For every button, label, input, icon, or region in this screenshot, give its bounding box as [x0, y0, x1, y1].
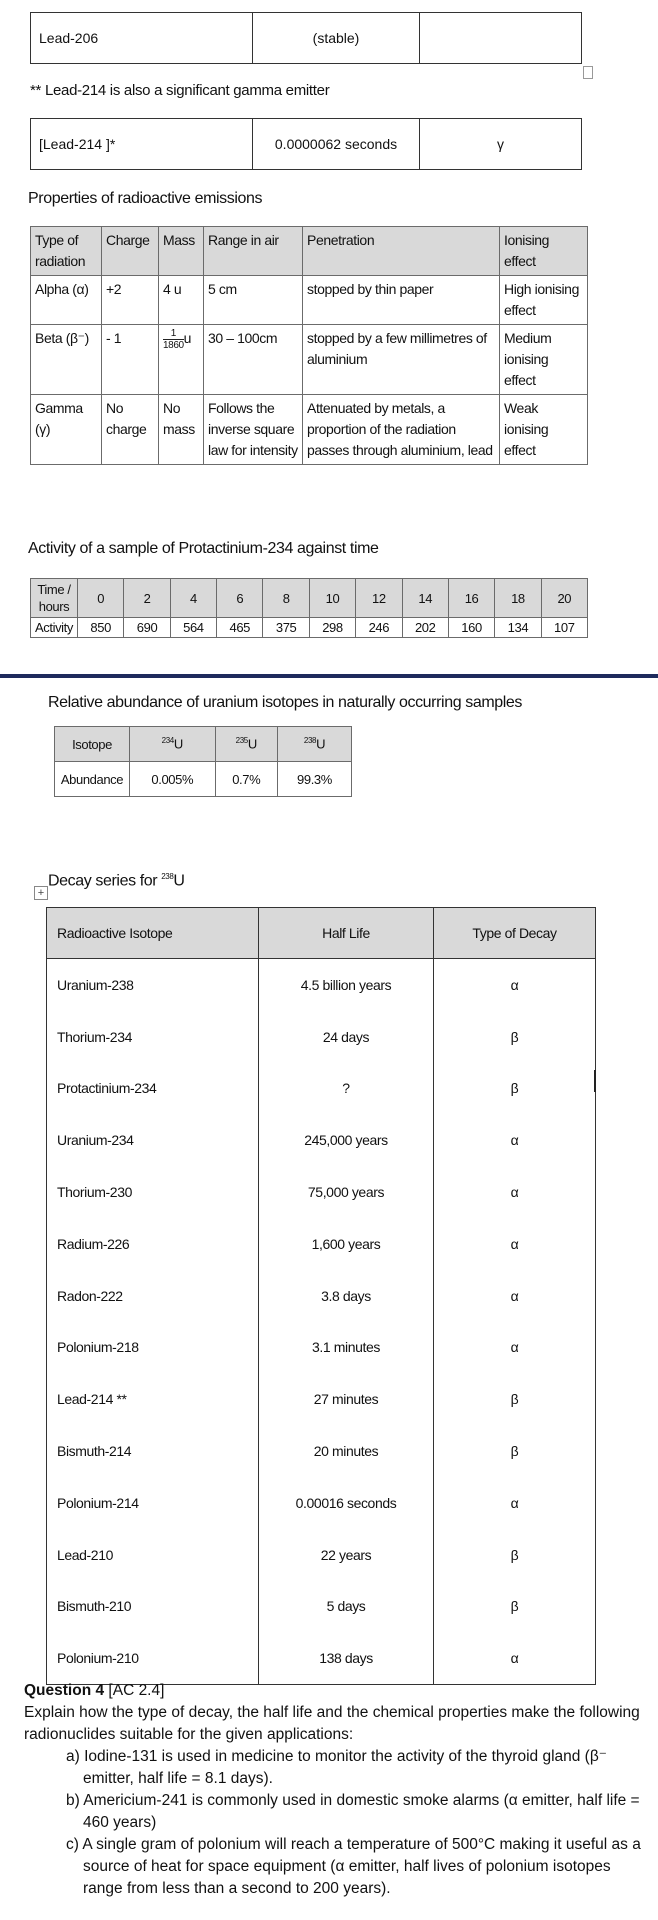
activity-cell: 564: [170, 618, 216, 638]
decay-type-cell: β: [434, 1011, 596, 1063]
header-charge: Charge: [102, 227, 159, 276]
text-cursor: [594, 1070, 596, 1092]
isotope-cell: Thorium-234: [47, 1011, 259, 1063]
header-ionising: Ionising effect: [500, 227, 588, 276]
decay-type-cell: β: [434, 1373, 596, 1425]
beta-range: 30 – 100cm: [204, 325, 303, 395]
half-life-cell: 20 minutes: [259, 1425, 434, 1477]
alpha-type: Alpha (α): [31, 276, 102, 325]
beta-charge: - 1: [102, 325, 159, 395]
header-isotope: Radioactive Isotope: [47, 908, 259, 959]
table-row: [47, 1373, 596, 1425]
activity-cell: 690: [124, 618, 170, 638]
isotope-label: Isotope: [55, 727, 130, 762]
decay-type-cell: α: [434, 1166, 596, 1218]
decay-series-title: Decay series for $^{238}$U: [48, 872, 185, 890]
lead-206-table: [30, 12, 582, 64]
abundance-label: Abundance: [55, 762, 130, 797]
table-row: [47, 1166, 596, 1218]
gamma-penetration: Attenuated by metals, a proportion of the radiation passes through aluminium, lead: [303, 395, 500, 465]
time-cell: 20: [541, 579, 587, 618]
beta-mass-unit: u: [183, 330, 192, 347]
decay-type-cell: β: [434, 1425, 596, 1477]
decay-type-cell: β: [434, 1063, 596, 1115]
decay-type-cell: α: [434, 959, 596, 1011]
decay-header-row: [47, 908, 596, 959]
half-life-cell: 0.00016 seconds: [259, 1477, 434, 1529]
activity-cell: 107: [541, 618, 587, 638]
gamma-range: Follows the inverse square law for intensity: [204, 395, 303, 465]
table-row: [47, 1270, 596, 1322]
question-part-b: b) Americium-241 is commonly used in domestic smoke alarms (α emitter, half life = 460 years): [66, 1792, 640, 1831]
properties-table: [30, 226, 588, 465]
beta-mass-denominator: 1860: [163, 340, 184, 351]
time-cell: 14: [402, 579, 448, 618]
activity-cell: 298: [309, 618, 355, 638]
time-row: [31, 579, 588, 618]
question-parts: [24, 1746, 644, 1900]
table-row: [47, 959, 596, 1011]
activity-cell: 202: [402, 618, 448, 638]
half-life-cell: 75,000 years: [259, 1166, 434, 1218]
alpha-mass: 4 u: [159, 276, 204, 325]
half-life-cell: 24 days: [259, 1011, 434, 1063]
table-resize-handle[interactable]: [583, 66, 593, 79]
lead-214-name: [Lead-214 ]*: [31, 119, 253, 170]
gamma-ionising: Weak ionising effect: [500, 395, 588, 465]
header-half-life: Half Life: [259, 908, 434, 959]
table-row: [47, 1581, 596, 1633]
decay-type-cell: β: [434, 1529, 596, 1581]
table-row: [47, 1218, 596, 1270]
alpha-ionising: High ionising effect: [500, 276, 588, 325]
header-mass: Mass: [159, 227, 204, 276]
time-cell: 8: [263, 579, 309, 618]
activity-cell: 465: [217, 618, 263, 638]
decay-type-cell: α: [434, 1477, 596, 1529]
gamma-row: [31, 395, 588, 465]
properties-header-row: [31, 227, 588, 276]
time-cell: 18: [495, 579, 541, 618]
beta-type: Beta (β⁻): [31, 325, 102, 395]
isotope-cell: Radium-226: [47, 1218, 259, 1270]
isotope-cell: Radon-222: [47, 1270, 259, 1322]
beta-mass: [159, 325, 204, 395]
activity-cell: 134: [495, 618, 541, 638]
decay-type-cell: β: [434, 1581, 596, 1633]
lead-214-table: [30, 118, 582, 170]
alpha-charge: +2: [102, 276, 159, 325]
abundance-u235: 0.7%: [215, 762, 277, 797]
question-part-c: c) A single gram of polonium will reach a temperature of 500°C making it useful as a source of heat for space equipment (α emitter, half lives of polonium isotopes range from less than a second to 200 years).: [66, 1836, 641, 1897]
time-cell: 6: [217, 579, 263, 618]
half-life-cell: 245,000 years: [259, 1114, 434, 1166]
decay-series-table: [46, 907, 596, 1685]
decay-type-cell: α: [434, 1322, 596, 1374]
half-life-cell: 1,600 years: [259, 1218, 434, 1270]
half-life-cell: 3.1 minutes: [259, 1322, 434, 1374]
activity-cell: 850: [78, 618, 124, 638]
isotope-cell: Bismuth-214: [47, 1425, 259, 1477]
table-move-handle[interactable]: +: [34, 886, 48, 900]
isotope-cell: Protactinium-234: [47, 1063, 259, 1115]
decay-type-cell: α: [434, 1270, 596, 1322]
question-heading: [24, 1680, 644, 1702]
abundance-u234: 0.005%: [130, 762, 216, 797]
activity-cell: 246: [356, 618, 402, 638]
time-cell: 12: [356, 579, 402, 618]
table-row: [47, 1063, 596, 1115]
gamma-mass: No mass: [159, 395, 204, 465]
header-decay-type: Type of Decay: [434, 908, 596, 959]
header-range: Range in air: [204, 227, 303, 276]
gamma-charge: No charge: [102, 395, 159, 465]
isotope-u234: $^{234}$U: [130, 727, 216, 762]
time-cell: 16: [448, 579, 494, 618]
activity-row: [31, 618, 588, 638]
half-life-cell: 27 minutes: [259, 1373, 434, 1425]
table-row: [47, 1114, 596, 1166]
abundance-title: Relative abundance of uranium isotopes in naturally occurring samples: [48, 694, 523, 711]
properties-title: Properties of radioactive emissions: [28, 190, 263, 207]
alpha-penetration: stopped by thin paper: [303, 276, 500, 325]
lead-206-half-life: (stable): [253, 13, 420, 64]
section-divider: [0, 674, 658, 678]
isotope-cell: Uranium-234: [47, 1114, 259, 1166]
beta-ionising: Medium ionising effect: [500, 325, 588, 395]
header-penetration: Penetration: [303, 227, 500, 276]
abundance-table: [54, 726, 352, 797]
half-life-cell: 138 days: [259, 1632, 434, 1684]
isotope-u238: $^{238}$U: [277, 727, 351, 762]
header-type: Type of radiation: [31, 227, 102, 276]
decay-type-cell: α: [434, 1114, 596, 1166]
decay-type-cell: α: [434, 1218, 596, 1270]
abundance-u238: 99.3%: [277, 762, 351, 797]
activity-label: Activity: [31, 618, 78, 638]
alpha-range: 5 cm: [204, 276, 303, 325]
alpha-row: [31, 276, 588, 325]
table-row: [47, 1632, 596, 1684]
gamma-type: Gamma (γ): [31, 395, 102, 465]
table-row: [47, 1011, 596, 1063]
question-part-a: a) Iodine-131 is used in medicine to monitor the activity of the thyroid gland (β⁻ emitter, half life = 8.1 days).: [66, 1748, 607, 1787]
isotope-cell: Bismuth-210: [47, 1581, 259, 1633]
half-life-cell: 22 years: [259, 1529, 434, 1581]
half-life-cell: 5 days: [259, 1581, 434, 1633]
isotope-cell: Polonium-218: [47, 1322, 259, 1374]
time-cell: 2: [124, 579, 170, 618]
isotope-cell: Thorium-230: [47, 1166, 259, 1218]
table-row: [47, 1322, 596, 1374]
half-life-cell: 4.5 billion years: [259, 959, 434, 1011]
question-title: Question 4: [24, 1682, 105, 1699]
half-life-cell: ?: [259, 1063, 434, 1115]
time-cell: 0: [78, 579, 124, 618]
isotope-cell: Polonium-214: [47, 1477, 259, 1529]
time-cell: 4: [170, 579, 216, 618]
activity-table: [30, 578, 588, 638]
half-life-cell: 3.8 days: [259, 1270, 434, 1322]
question-ref: [AC 2.4]: [108, 1682, 165, 1699]
beta-penetration: stopped by a few millimetres of aluminium: [303, 325, 500, 395]
table-row: [47, 1477, 596, 1529]
time-cell: 10: [309, 579, 355, 618]
isotope-u235: $^{235}$U: [215, 727, 277, 762]
lead-206-decay: [420, 13, 582, 64]
isotope-cell: Polonium-210: [47, 1632, 259, 1684]
question-block: [24, 1680, 644, 1900]
beta-row: [31, 325, 588, 395]
beta-mass-numerator: 1: [163, 328, 184, 340]
question-intro: Explain how the type of decay, the half life and the chemical properties make the following radionuclides suitable for the given applications:: [24, 1704, 640, 1743]
isotope-cell: Lead-214 **: [47, 1373, 259, 1425]
table-row: [47, 1425, 596, 1477]
table-row: [47, 1529, 596, 1581]
activity-title: Activity of a sample of Protactinium-234 against time: [28, 540, 379, 557]
isotope-cell: Uranium-238: [47, 959, 259, 1011]
isotope-cell: Lead-210: [47, 1529, 259, 1581]
lead-206-name: Lead-206: [31, 13, 253, 64]
beta-mass-fraction: [163, 328, 184, 351]
activity-cell: 160: [448, 618, 494, 638]
lead-214-note: ** Lead-214 is also a significant gamma emitter: [30, 82, 330, 99]
abundance-row: [55, 762, 352, 797]
decay-type-cell: α: [434, 1632, 596, 1684]
time-label: Time / hours: [31, 579, 78, 618]
isotope-row: [55, 727, 352, 762]
activity-cell: 375: [263, 618, 309, 638]
lead-214-decay: γ: [420, 119, 582, 170]
lead-214-half-life: 0.0000062 seconds: [253, 119, 420, 170]
